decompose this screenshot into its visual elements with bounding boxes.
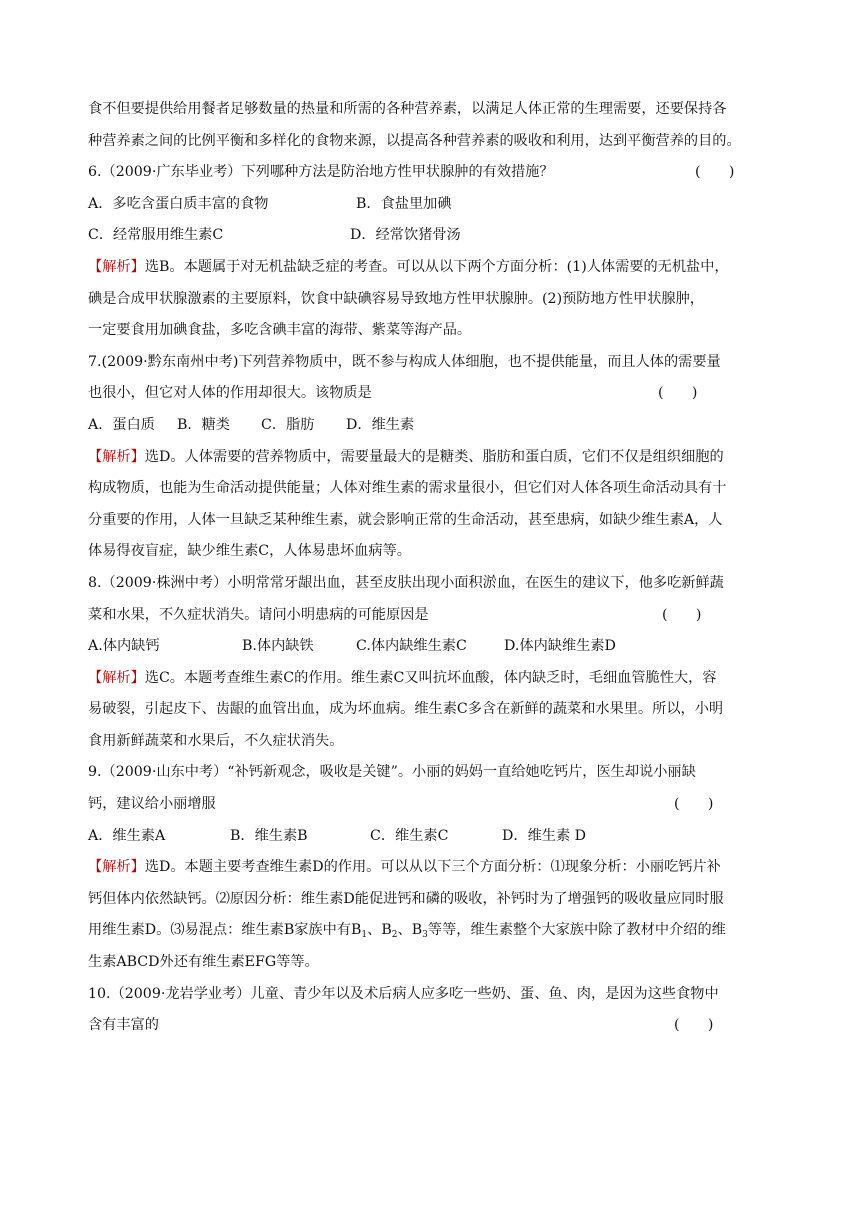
question-6-options-row-1 (88, 189, 788, 221)
answer-paren: ( ) (695, 164, 735, 181)
question-10-stem-1: 10.（2009·龙岩学业考）儿童、青少年以及术后病人应多吃一些奶、蛋、鱼、肉，是因为这些食物中 (88, 985, 719, 1002)
question-9-stem-2 (88, 789, 788, 821)
analysis-6-line-1 (88, 252, 788, 284)
analysis-9-line-2: 钙但体内依然缺钙。⑵原因分析：维生素D能促进钙和磷的吸收，补钙时为了增强钙的吸收量应同时服 (88, 890, 724, 907)
option-d: D．维生素 D (502, 827, 587, 844)
analysis-7-line-1 (88, 442, 788, 474)
analysis-text: 选B。本题属于对无机盐缺乏症的考查。可以从以下两个方面分析：(1)人体需要的无机盐中， (144, 258, 729, 275)
analysis-8-line-1 (88, 663, 788, 695)
analysis-8-line-2: 易破裂，引起皮下、齿龈的血管出血，成为坏血病。维生素C多含在新鲜的蔬菜和水果里。所以，小明 (88, 701, 724, 718)
analysis-7-line-2: 构成物质，也能为生命活动提供能量；人体对维生素的需求量很小，但它们对人体各项生命活动具有十 (88, 480, 727, 497)
question-9-stem-1: 9.（2009·山东中考）“补钙新观念，吸收是关键”。小丽的妈妈一直给她吃钙片，医生却说小丽缺 (88, 764, 696, 781)
analysis-tag: 【解析】 (88, 448, 145, 465)
intro-line-2: 种营养素之间的比例平衡和多样化的食物来源，以提高各种营养素的吸收和利用，达到平衡营养的目的。 (88, 132, 741, 149)
analysis-text: 选C。本题考查维生素C的作用。维生素C又叫抗坏血酸，体内缺乏时，毛细血管脆性大，容 (144, 669, 717, 686)
question-6-options-row-2 (88, 220, 788, 252)
separator: 、B (367, 922, 392, 939)
analysis-9-line-3 (88, 915, 788, 947)
question-8-stem-2 (88, 600, 788, 632)
question-9-text: 钙，建议给小丽增服 (88, 796, 216, 813)
analysis-7-line-3: 分重要的作用，人体一旦缺乏某种维生素，就会影响正常的生命活动，甚至患病，如缺少维生素A，人 (88, 511, 723, 528)
analysis-text: 用维生素D。⑶易混点：维生素B家族中有B (88, 922, 362, 939)
option-a: A．多吃含蛋白质丰富的食物 (88, 195, 269, 212)
answer-paren: ( ) (662, 606, 702, 623)
answer-paren: ( ) (674, 1017, 714, 1034)
option-a: A．维生素A (88, 827, 166, 844)
option-b: B．维生素B (230, 827, 308, 844)
option-a: A．蛋白质 (88, 416, 155, 433)
option-d: D．经常饮猪骨汤 (350, 227, 461, 244)
option-d: D．维生素 (346, 416, 415, 433)
intro-line-1: 食不但要提供给用餐者足够数量的热量和所需的各种营养素，以满足人体正常的生理需要，还要保持各 (88, 101, 727, 117)
question-8-stem-1: 8.（2009·株洲中考）小明常常牙龈出血，甚至皮肤出现小面积淤血，在医生的建议下，他多吃新鲜蔬 (88, 574, 724, 591)
option-c: C．脂肪 (261, 416, 315, 433)
question-8-text: 菜和水果，不久症状消失。请问小明患病的可能原因是 (88, 606, 429, 623)
question-7-stem-2 (88, 378, 788, 410)
question-10-stem-2 (88, 1010, 788, 1042)
analysis-text: 等等，维生素整个大家族中除了教材中介绍的维 (427, 922, 726, 939)
analysis-tag: 【解析】 (88, 859, 145, 876)
option-c: C．维生素C (370, 827, 449, 844)
option-b: B．糖类 (177, 416, 230, 433)
option-c: C.体内缺维生素C (356, 638, 467, 655)
analysis-text: 选D。人体需要的营养物质中，需要量最大的是糖类、脂肪和蛋白质，它们不仅是组织细胞的 (144, 448, 724, 465)
option-c: C．经常服用维生素C (88, 227, 224, 244)
document-page (88, 94, 788, 1042)
analysis-6-line-2: 碘是合成甲状腺激素的主要原料，饮食中缺碘容易导致地方性甲状腺肿。(2)预防地方性甲状腺肿， (88, 290, 704, 307)
analysis-9-line-4: 生素ABCD外还有维生素EFG等等。 (88, 954, 319, 971)
analysis-text: 选D。本题主要考查维生素D的作用。可以从以下三个方面分析：⑴现象分析：小丽吃钙片补 (144, 859, 721, 876)
option-d: D.体内缺维生素D (504, 638, 616, 655)
question-8-options (88, 631, 788, 663)
subscript: 1 (361, 930, 368, 941)
analysis-tag: 【解析】 (88, 669, 145, 686)
option-a: A.体内缺钙 (88, 638, 160, 655)
question-9-options (88, 821, 788, 853)
option-b: B．食盐里加碘 (356, 195, 452, 212)
analysis-9-line-1 (88, 852, 788, 884)
analysis-tag: 【解析】 (88, 258, 145, 275)
question-7-options (88, 410, 788, 442)
question-6-stem (88, 157, 788, 189)
question-10-text: 含有丰富的 (88, 1017, 159, 1034)
question-7-text: 也很小，但它对人体的作用却很大。该物质是 (88, 385, 372, 402)
subscript: 3 (422, 930, 428, 941)
question-7-stem-1: 7.(2009·黔东南州中考)下列营养物质中，既不参与构成人体细胞，也不提供能量，而且人体的需要量 (88, 353, 721, 370)
analysis-8-line-3: 食用新鲜蔬菜和水果后，不久症状消失。 (88, 732, 344, 749)
subscript: 2 (391, 930, 398, 941)
answer-paren: ( ) (674, 796, 714, 813)
separator: 、B (397, 922, 423, 939)
option-b: B.体内缺铁 (242, 638, 314, 655)
analysis-6-line-3: 一定要食用加碘食盐，多吃含碘丰富的海带、紫菜等海产品。 (88, 322, 472, 339)
answer-paren: ( ) (658, 385, 698, 402)
question-6-text: 6.（2009·广东毕业考）下列哪种方法是防治地方性甲状腺肿的有效措施？ (88, 164, 554, 181)
analysis-7-line-4: 体易得夜盲症，缺少维生素C，人体易患坏血病等。 (88, 543, 411, 560)
